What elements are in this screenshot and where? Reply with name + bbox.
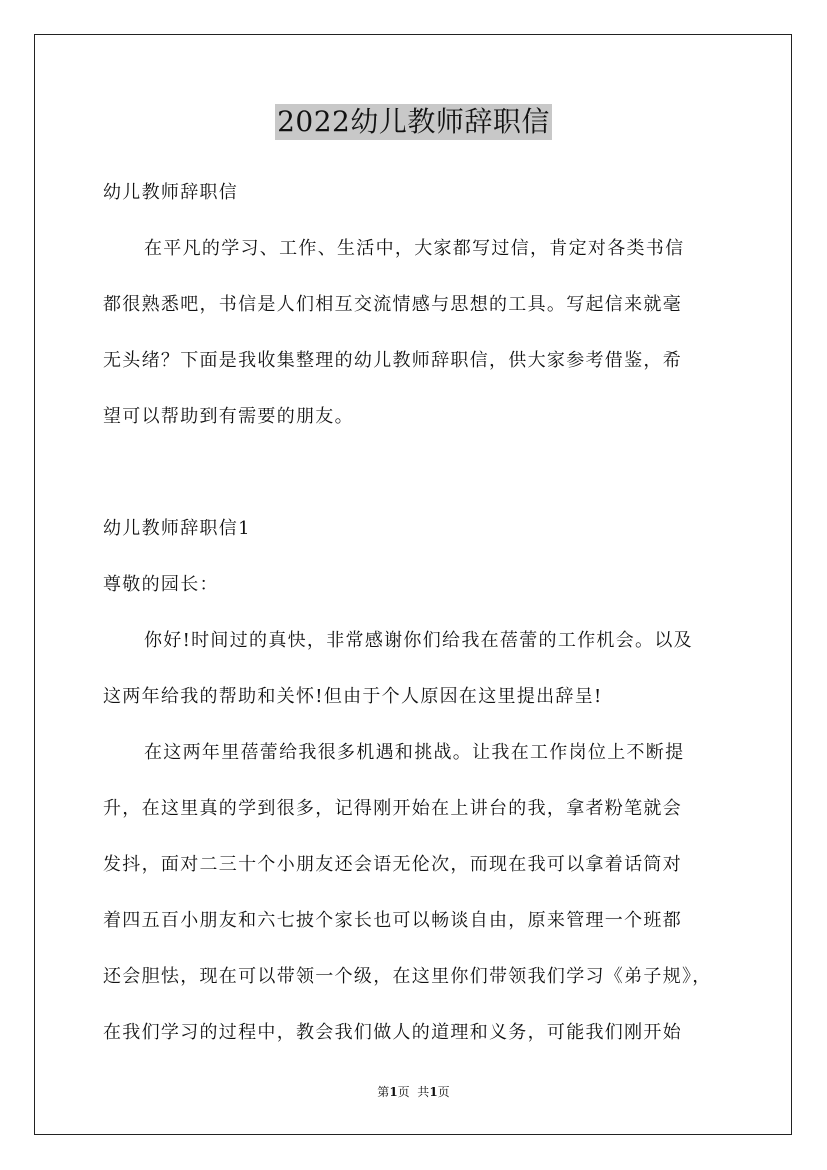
letter-heading: 幼儿教师辞职信1 [103, 518, 251, 539]
page-footer [0, 1084, 827, 1100]
intro-line: 望可以帮助到有需要的朋友。 [103, 406, 354, 427]
intro-line: 无头绪？下面是我收集整理的幼儿教师辞职信，供大家参考借鉴，希 [103, 350, 682, 371]
paragraph-line: 着四五百小朋友和六七披个家长也可以畅谈自由，原来管理一个班都 [103, 910, 682, 931]
intro-line: 在平凡的学习、工作、生活中，大家都写过信，肯定对各类书信 [144, 238, 685, 259]
page-number-mid: 页 共 [397, 1085, 430, 1099]
paragraph-line: 在这两年里蓓蕾给我很多机遇和挑战。让我在工作岗位上不断提 [144, 742, 685, 763]
salutation: 尊敬的园长： [103, 574, 219, 595]
page-number-suffix: 页 [437, 1085, 450, 1099]
paragraph-line: 升，在这里真的学到很多，记得刚开始在上讲台的我，拿者粉笔就会 [103, 798, 682, 819]
document-subtitle: 幼儿教师辞职信 [103, 182, 239, 203]
current-page-number: 1 [389, 1085, 398, 1099]
page-number-prefix: 第 [377, 1085, 390, 1099]
paragraph-line: 在我们学习的过程中，教会我们做人的道理和义务，可能我们刚开始 [103, 1022, 682, 1043]
paragraph-line: 还会胆怯，现在可以带领一个级，在这里你们带领我们学习《弟子规》， [103, 966, 712, 987]
title-container [0, 104, 827, 140]
blank-line [103, 456, 728, 512]
paragraph-line: 发抖，面对二三十个小朋友还会语无伦次，而现在我可以拿着话筒对 [103, 854, 682, 875]
paragraph-line: 你好!时间过的真快，非常感谢你们给我在蓓蕾的工作机会。以及 [144, 630, 693, 651]
paragraph-line: 这两年给我的帮助和关怀!但由于个人原因在这里提出辞呈! [103, 686, 603, 707]
document-title: 2022幼儿教师辞职信 [277, 105, 550, 138]
document-body [103, 176, 728, 1072]
total-page-number: 1 [429, 1085, 438, 1099]
intro-line: 都很熟悉吧，书信是人们相互交流情感与思想的工具。写起信来就毫 [103, 294, 682, 315]
